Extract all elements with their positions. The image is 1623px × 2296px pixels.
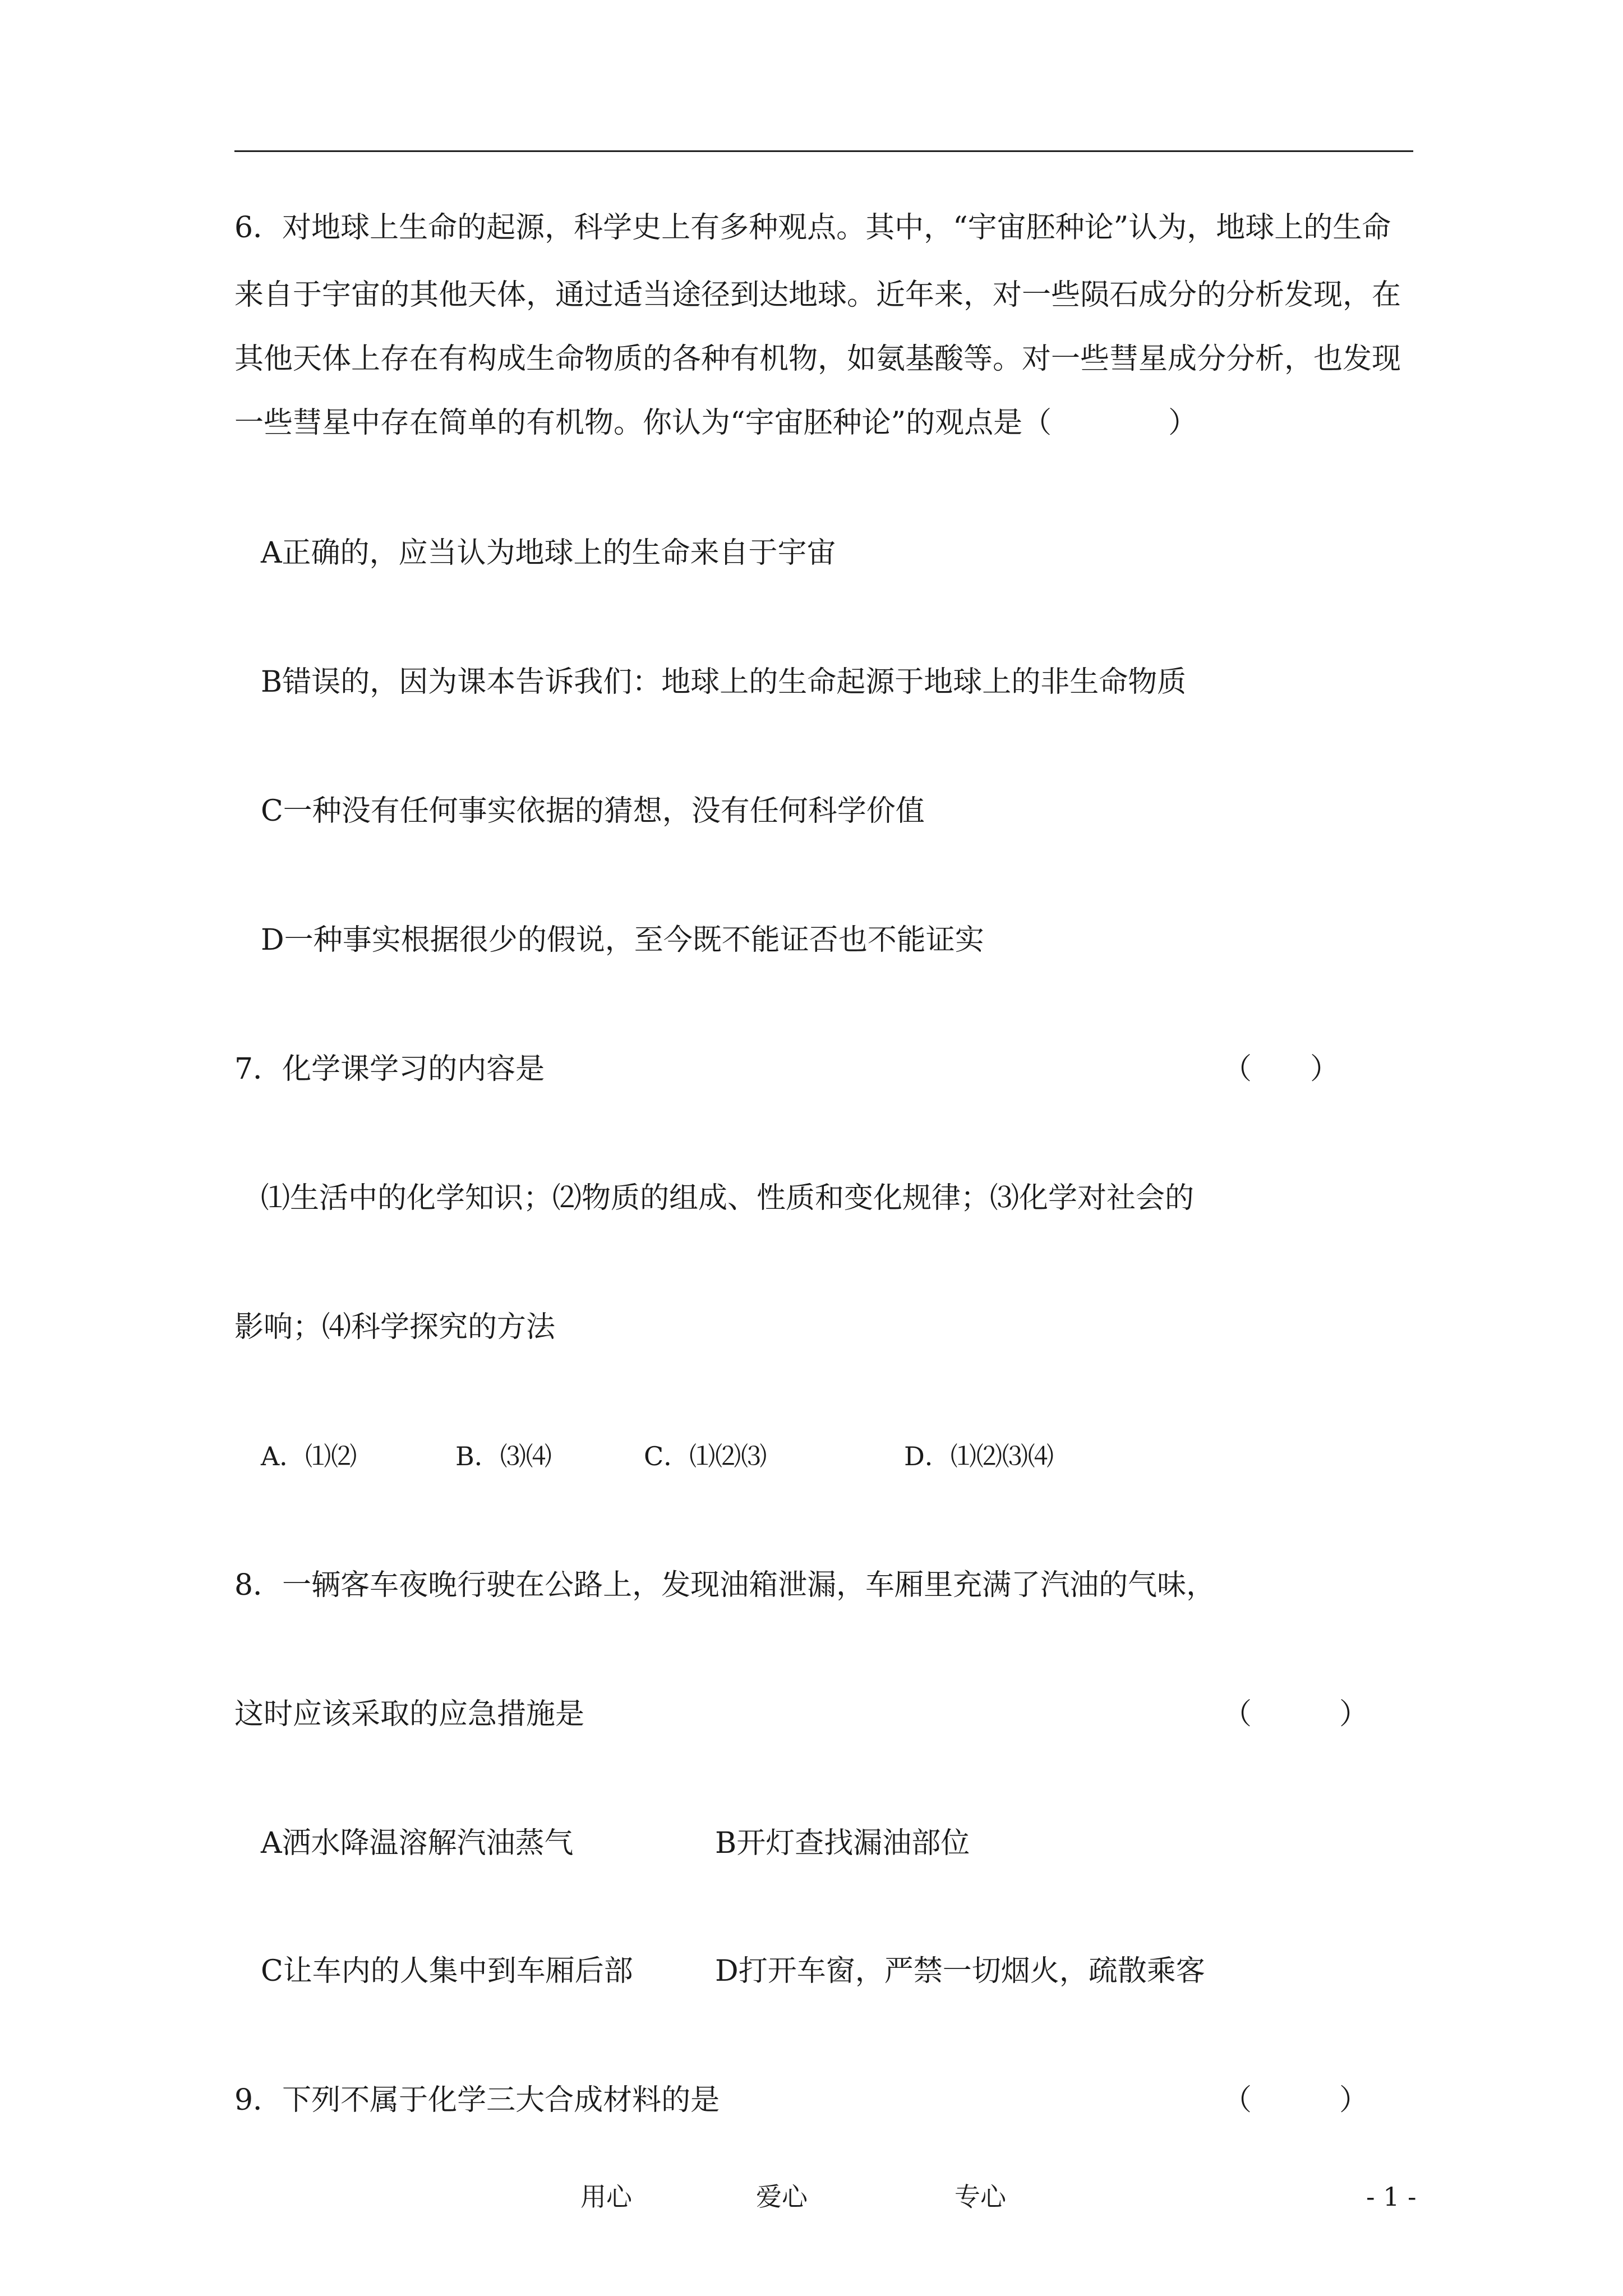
q7-answer-paren: （ ）	[1223, 1052, 1340, 1086]
q6-line-3: 其他天体上存在有构成生命物质的各种有机物，如氨基酸等。对一些彗星成分分析，也发现	[234, 342, 1401, 376]
q7-choice-d: D．⑴⑵⑶⑷	[904, 1441, 1054, 1471]
q8-option-d: D打开车窗，严禁一切烟火，疏散乘客	[715, 1954, 1205, 1988]
q7-choice-a: A．⑴⑵	[261, 1441, 357, 1471]
q6-option-b: B错误的，因为课本告诉我们：地球上的生命起源于地球上的非生命物质	[261, 665, 1187, 699]
page-number: - 1 -	[1366, 2182, 1417, 2212]
header-rule	[234, 150, 1413, 152]
q6-line-2: 来自于宇宙的其他天体，通过适当途径到达地球。近年来，对一些陨石成分的分析发现，在	[234, 278, 1401, 312]
q6-option-c: C一种没有任何事实依据的猜想，没有任何科学价值	[261, 794, 925, 828]
q6-line-4: 一些彗星中存在简单的有机物。你认为“宇宙胚种论”的观点是（ ）	[234, 406, 1198, 440]
q7-choice-c: C．⑴⑵⑶	[644, 1441, 767, 1471]
q7-line-2: ⑴生活中的化学知识；⑵物质的组成、性质和变化规律；⑶化学对社会的	[261, 1181, 1195, 1215]
footer-right: 专心	[955, 2182, 1006, 2212]
q8-line-2: 这时应该采取的应急措施是	[234, 1697, 585, 1731]
footer-left: 用心	[580, 2182, 632, 2212]
q7-stem: 7．化学课学习的内容是	[234, 1052, 545, 1086]
q8-option-b: B开灯查找漏油部位	[715, 1826, 970, 1860]
q8-stem: 8．一辆客车夜晚行驶在公路上，发现油箱泄漏，车厢里充满了汽油的气味，	[234, 1568, 1216, 1602]
q8-option-c: C让车内的人集中到车厢后部	[261, 1954, 633, 1988]
q6-line-1: 6．对地球上生命的起源，科学史上有多种观点。其中，“宇宙胚种论”认为，地球上的生命	[234, 211, 1391, 245]
q7-choice-b: B．⑶⑷	[455, 1441, 552, 1471]
q7-line-3: 影响；⑷科学探究的方法	[234, 1310, 556, 1344]
q6-option-d: D一种事实根据很少的假说，至今既不能证否也不能证实	[261, 923, 984, 957]
footer-middle: 爱心	[756, 2182, 808, 2212]
q6-option-a: A正确的，应当认为地球上的生命来自于宇宙	[261, 536, 836, 570]
q9-answer-paren: （ ）	[1223, 2083, 1369, 2117]
q9-stem: 9．下列不属于化学三大合成材料的是	[234, 2083, 720, 2117]
q8-answer-paren: （ ）	[1223, 1697, 1369, 1731]
q8-option-a: A洒水降温溶解汽油蒸气	[261, 1826, 574, 1860]
